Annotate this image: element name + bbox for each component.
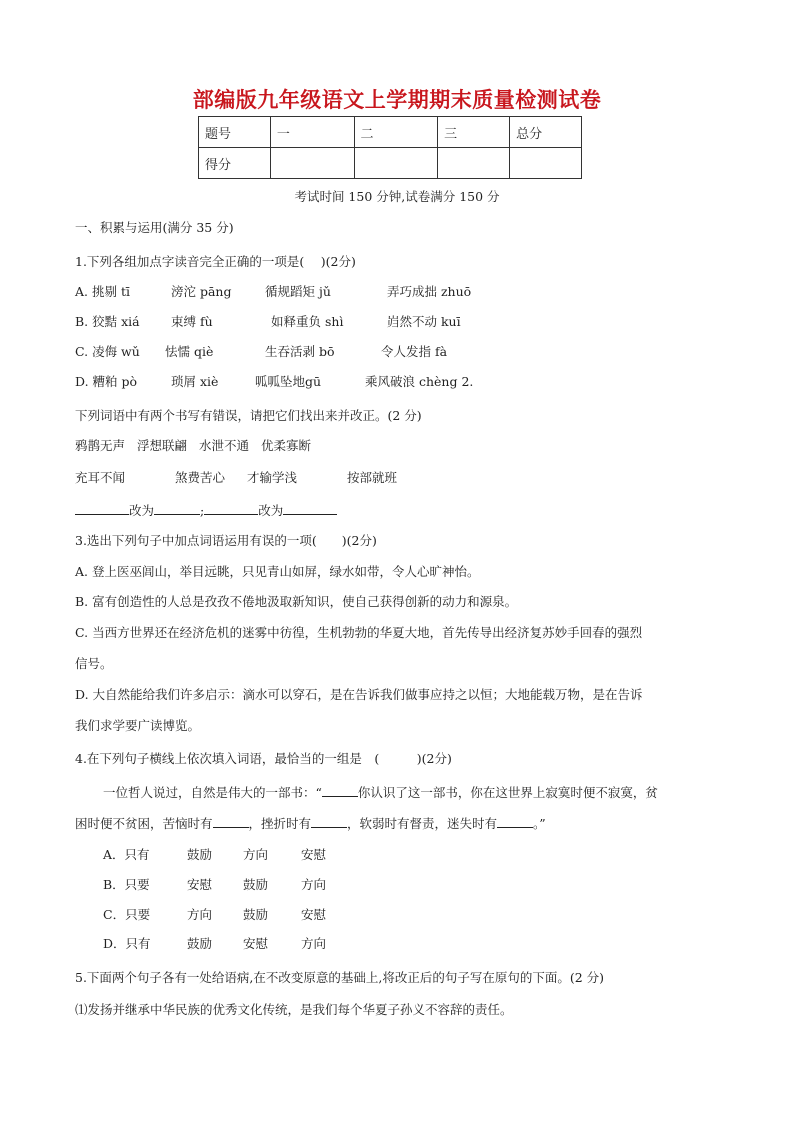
answer-blank[interactable] <box>75 502 129 515</box>
word-item: 才输学浅 <box>247 470 298 485</box>
score-input-cell[interactable] <box>270 148 354 179</box>
section-heading: 一、积累与运用(满分 35 分) <box>75 220 234 235</box>
option-item: 乘风破浪 chèng 2. <box>365 374 474 389</box>
answer-blank[interactable] <box>213 815 249 828</box>
fill-word: 改为 <box>258 503 284 518</box>
option-item: A. 挑剔 tī <box>75 284 130 299</box>
option-item: 琐屑 xiè <box>171 374 219 389</box>
option-item: 循规蹈矩 jǔ <box>265 284 331 299</box>
option-item: 怯懦 qiè <box>165 344 214 359</box>
question-2-stem: 下列词语中有两个书写有错误，请把它们找出来并改正。(2 分) <box>75 408 422 423</box>
correction-fill-line <box>75 502 337 519</box>
answer-blank[interactable] <box>497 815 533 828</box>
exam-info: 考试时间 150 分钟,试卷满分 150 分 <box>294 189 500 204</box>
option-item: 如释重负 shì <box>271 314 344 329</box>
option-item: B. 狡黠 xiá <box>75 314 140 329</box>
option-c-continued: 信号。 <box>75 656 113 671</box>
option-item: 鼓励 <box>243 907 269 922</box>
option-b: B. 富有创造性的人总是孜孜不倦地汲取新知识，使自己获得创新的动力和源泉。 <box>75 594 518 609</box>
option-item: 岿然不动 kuī <box>387 314 461 329</box>
option-item: 安慰 <box>187 877 213 892</box>
quote-text: 你认识了这一部书，你在这世界上寂寞时便不寂寞，贫 <box>357 785 658 800</box>
word-item: 按部就班 <box>347 470 398 485</box>
question-5-stem: 5.下面两个句子各有一处给语病,在不改变原意的基础上,将改正后的句子写在原句的下面。(2 分) <box>75 970 605 985</box>
quote-text: ，软弱时有督责，迷失时有 <box>347 816 498 831</box>
option-item: 方向 <box>243 847 269 862</box>
option-item: 束缚 fù <box>171 314 213 329</box>
quote-text: ，挫折时有 <box>248 816 312 831</box>
option-item: 方向 <box>301 936 327 951</box>
option-item: 鼓励 <box>187 936 213 951</box>
score-table-cell: 总分 <box>510 117 582 148</box>
option-item: C．只要 <box>103 907 151 922</box>
fill-separator: ; <box>200 503 205 518</box>
option-item: 生吞活剥 bō <box>265 344 335 359</box>
quote-text: 。” <box>533 816 546 831</box>
score-table-cell: 一 <box>270 117 354 148</box>
score-table-row <box>199 148 582 179</box>
option-a <box>75 284 471 300</box>
score-table <box>198 116 582 179</box>
option-item: C. 凌侮 wǔ <box>75 344 140 359</box>
option-item: B．只要 <box>103 877 150 892</box>
option-c <box>103 907 326 923</box>
quote-line-1 <box>103 784 658 801</box>
option-c: C. 当西方世界还在经济危机的迷雾中彷徨，生机勃勃的华夏大地，首先传导出经济复苏妙手回春的强烈 <box>75 625 643 640</box>
option-item: 令人发指 fà <box>381 344 448 359</box>
question-3-stem: 3.选出下列句子中加点词语运用有误的一项( )(2分) <box>75 533 377 548</box>
word-item: 充耳不闻 <box>75 470 126 485</box>
score-table-cell: 得分 <box>199 148 271 179</box>
option-item: 安慰 <box>301 847 327 862</box>
word-item: 优柔寡断 <box>261 438 312 453</box>
option-a: A. 登上医巫闾山，举目远眺，只见青山如屏，绿水如带，令人心旷神怡。 <box>75 564 480 579</box>
score-input-cell[interactable] <box>510 148 582 179</box>
option-item: D. 糟粕 pò <box>75 374 138 389</box>
option-d-continued: 我们求学要广读博览。 <box>75 718 201 733</box>
option-b <box>75 314 461 330</box>
score-input-cell[interactable] <box>438 148 510 179</box>
option-item: 滂沱 pāng <box>171 284 232 299</box>
option-c <box>75 344 447 360</box>
quote-text: 一位哲人说过，自然是伟大的一部书：“ <box>103 785 322 800</box>
word-item: 煞费苦心 <box>175 470 226 485</box>
score-table-cell: 题号 <box>199 117 271 148</box>
option-item: 安慰 <box>301 907 327 922</box>
word-list-2 <box>75 470 397 486</box>
answer-blank[interactable] <box>311 815 347 828</box>
question-5-sentence-1: ⑴发扬并继承中华民族的优秀文化传统，是我们每个华夏子孙义不容辞的责任。 <box>75 1002 513 1017</box>
score-input-cell[interactable] <box>354 148 438 179</box>
fill-word: 改为 <box>129 503 155 518</box>
answer-blank[interactable] <box>283 502 337 515</box>
option-a <box>103 847 326 863</box>
option-item: 鼓励 <box>243 877 269 892</box>
score-table-cell: 三 <box>438 117 510 148</box>
question-1-stem: 1.下列各组加点字读音完全正确的一项是( )(2分) <box>75 254 356 269</box>
quote-line-2 <box>75 815 546 832</box>
score-table-cell: 二 <box>354 117 438 148</box>
score-table-row <box>199 117 582 148</box>
option-item: 方向 <box>301 877 327 892</box>
option-item: 鼓励 <box>187 847 213 862</box>
option-b <box>103 877 326 893</box>
option-d: D. 大自然能给我们许多启示：滴水可以穿石，是在告诉我们做事应持之以恒；大地能载万物，是在告诉 <box>75 687 643 702</box>
answer-blank[interactable] <box>154 502 200 515</box>
option-d <box>103 936 326 952</box>
word-item: 浮想联翩 <box>137 438 188 453</box>
option-item: A．只有 <box>103 847 150 862</box>
option-item: D．只有 <box>103 936 151 951</box>
question-4-stem: 4.在下列句子横线上依次填入词语，最恰当的一组是 ( )(2分) <box>75 751 452 766</box>
word-item: 鸦鹊无声 <box>75 438 126 453</box>
word-list-1 <box>75 438 311 454</box>
page-title: 部编版九年级语文上学期期末质量检测试卷 <box>192 88 602 112</box>
option-item: 弄巧成拙 zhuō <box>387 284 472 299</box>
option-item: 呱呱坠地gū <box>255 374 322 389</box>
answer-blank[interactable] <box>204 502 258 515</box>
option-d <box>75 374 473 390</box>
option-item: 方向 <box>187 907 213 922</box>
answer-blank[interactable] <box>322 784 358 797</box>
quote-text: 困时便不贫困，苦恼时有 <box>75 816 213 831</box>
word-item: 水泄不通 <box>199 438 250 453</box>
option-item: 安慰 <box>243 936 269 951</box>
